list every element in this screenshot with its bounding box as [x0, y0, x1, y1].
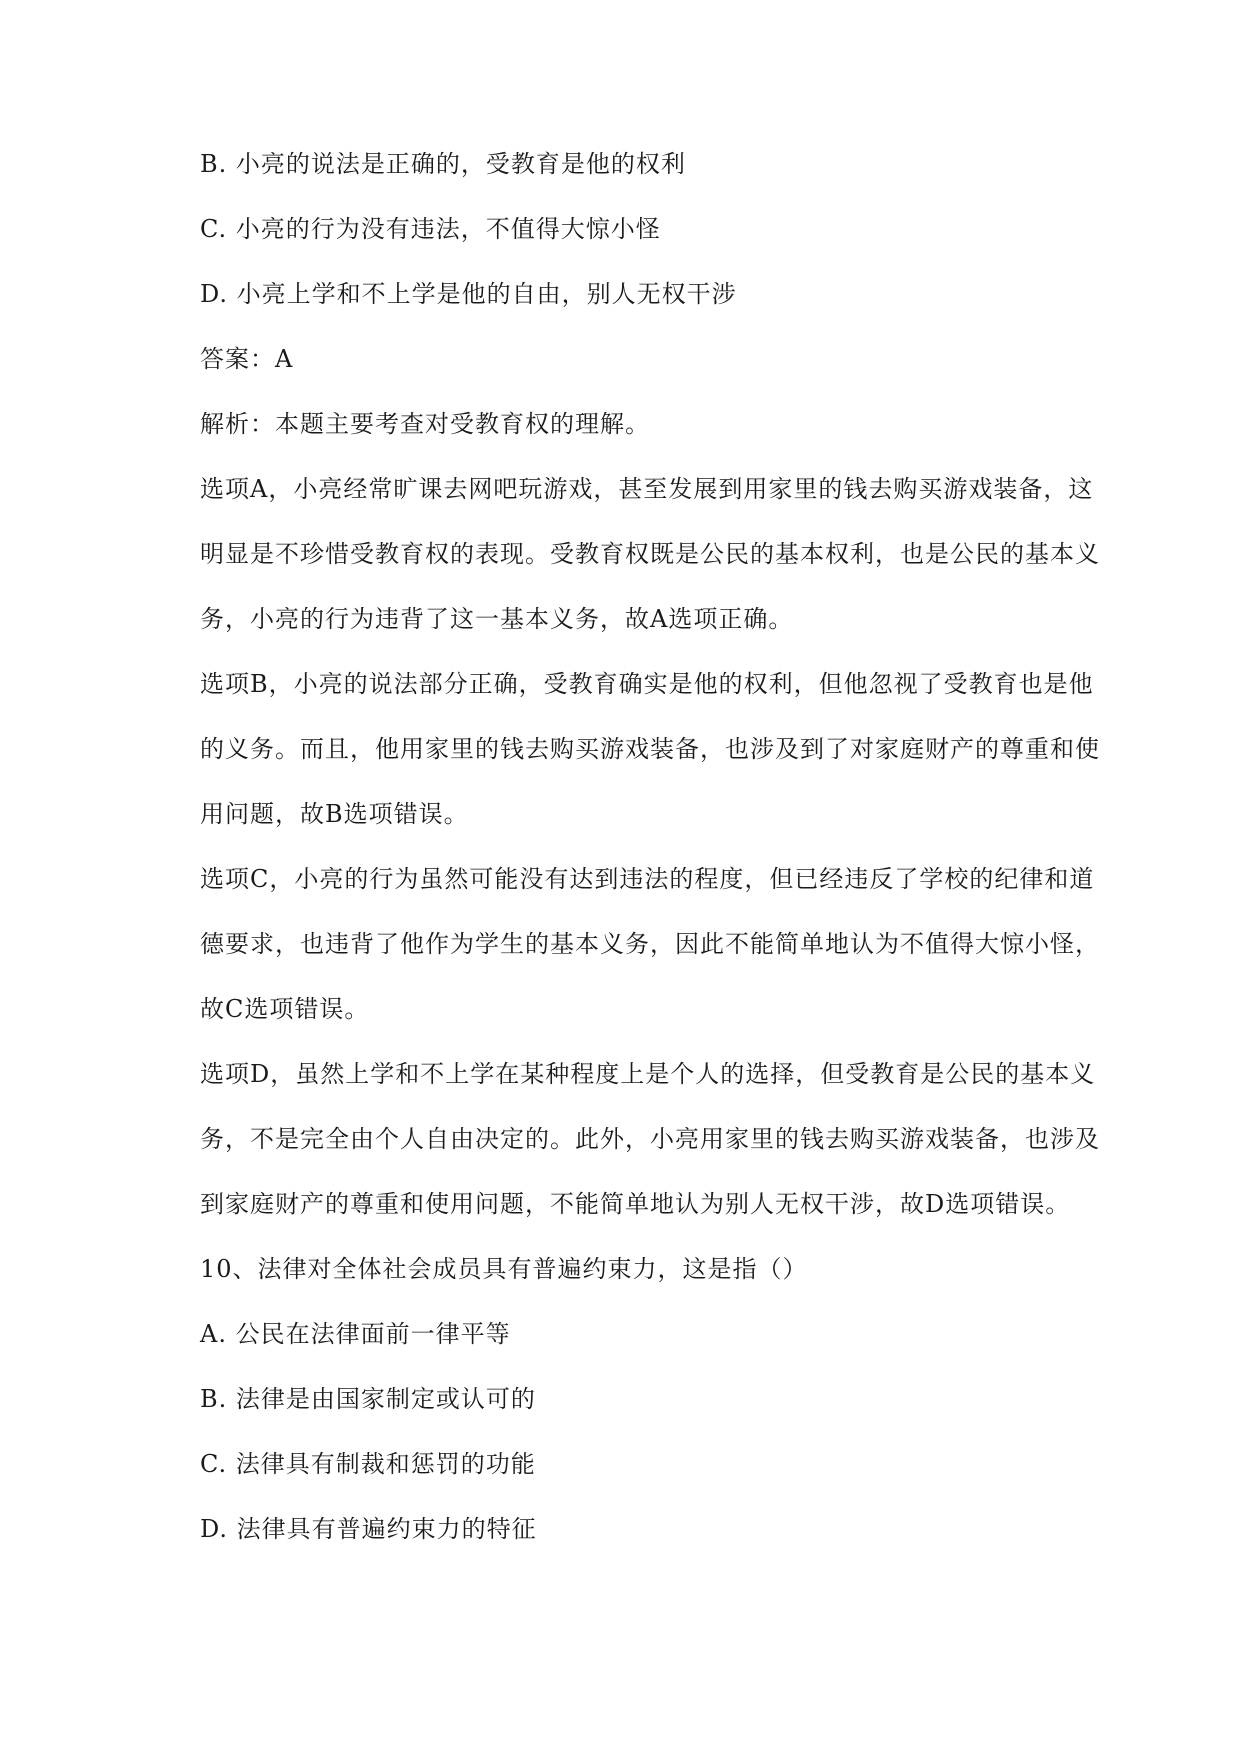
q10-option-c: C. 法律具有制裁和惩罚的功能: [200, 1450, 536, 1478]
analysis-a-line-2: 明显是不珍惜受教育权的表现。受教育权既是公民的基本权利，也是公民的基本义: [200, 540, 1100, 568]
analysis-b-line-1: 选项B，小亮的说法部分正确，受教育确实是他的权利，但他忽视了受教育也是他: [200, 670, 1094, 698]
q10-stem: 10、法律对全体社会成员具有普遍约束力，这是指（）: [200, 1255, 808, 1283]
q10-option-b: B. 法律是由国家制定或认可的: [200, 1385, 536, 1413]
q9-answer: 答案：A: [200, 345, 294, 373]
analysis-a-line-1: 选项A，小亮经常旷课去网吧玩游戏，甚至发展到用家里的钱去购买游戏装备，这: [200, 475, 1094, 503]
analysis-b-line-2: 的义务。而且，他用家里的钱去购买游戏装备，也涉及到了对家庭财产的尊重和使: [200, 735, 1100, 763]
analysis-a-line-3: 务，小亮的行为违背了这一基本义务，故A选项正确。: [200, 605, 794, 633]
q9-analysis-intro: 解析：本题主要考查对受教育权的理解。: [200, 410, 650, 438]
q10-option-d: D. 法律具有普遍约束力的特征: [200, 1515, 537, 1543]
analysis-c-line-1: 选项C，小亮的行为虽然可能没有达到违法的程度，但已经违反了学校的纪律和道: [200, 865, 1095, 893]
q10-option-a: A. 公民在法律面前一律平等: [200, 1320, 511, 1348]
q9-option-d: D. 小亮上学和不上学是他的自由，别人无权干涉: [200, 280, 737, 308]
analysis-c-line-3: 故C选项错误。: [200, 995, 370, 1023]
analysis-d-line-1: 选项D，虽然上学和不上学在某种程度上是个人的选择，但受教育是公民的基本义: [200, 1060, 1096, 1088]
q9-option-b: B. 小亮的说法是正确的，受教育是他的权利: [200, 150, 686, 178]
analysis-d-line-2: 务，不是完全由个人自由决定的。此外，小亮用家里的钱去购买游戏装备，也涉及: [200, 1125, 1100, 1153]
analysis-c-line-2: 德要求，也违背了他作为学生的基本义务，因此不能简单地认为不值得大惊小怪，: [200, 930, 1100, 958]
q9-option-c: C. 小亮的行为没有违法，不值得大惊小怪: [200, 215, 661, 243]
analysis-d-line-3: 到家庭财产的尊重和使用问题，不能简单地认为别人无权干涉，故D选项错误。: [200, 1190, 1071, 1218]
analysis-b-line-3: 用问题，故B选项错误。: [200, 800, 469, 828]
